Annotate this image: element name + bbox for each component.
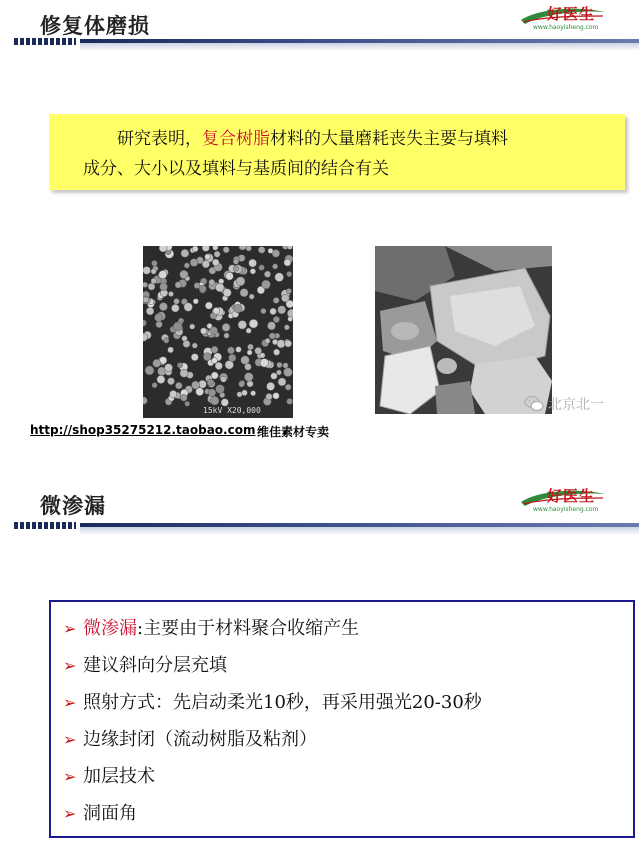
microleakage-box [49,600,635,838]
arrow-bullet-icon: ➢ [63,804,77,823]
arrow-bullet-icon: ➢ [63,693,77,712]
logo-url: www.haoyisheng.com [533,506,599,513]
callout-line2: 成分、大小以及填料与基质间的结合有关 [83,159,389,179]
arrow-bullet-icon: ➢ [63,730,77,749]
slide-title: 修复体磨损 [40,14,150,38]
list-item [63,647,482,684]
wechat-icon [524,395,544,413]
watermark-text: 北京北一 [548,397,604,413]
slide-title: 微渗漏 [40,494,106,518]
list-item [63,795,482,832]
bullet-text: :主要由于材料聚合收缩产生 [137,618,360,639]
logo-text: 好医生 [547,487,596,505]
source-note: 维佳素材专卖 [257,425,330,439]
title-rule [14,522,639,532]
brand-logo [519,2,611,32]
list-item [63,610,482,647]
sem-image-particles [375,246,552,414]
list-item [63,758,482,795]
brand-logo [519,484,611,514]
logo-url: www.haoyisheng.com [533,24,599,31]
source-link[interactable]: http://shop35275212.taobao.com [30,423,256,437]
arrow-bullet-icon: ➢ [63,619,77,638]
callout-prefix: 研究表明， [117,129,202,149]
title-rule [14,38,639,48]
research-callout [49,114,625,190]
bullet-list [63,610,482,832]
bullet-text: 建议斜向分层充填 [83,655,227,676]
callout-text [83,124,623,184]
bullet-text: 边缘封闭（流动树脂及粘剂） [83,729,317,750]
arrow-bullet-icon: ➢ [63,767,77,786]
bullet-text: 照射方式：先启动柔光10秒，再采用强光20-30秒 [83,692,482,713]
bullet-highlight: 微渗漏 [83,618,137,639]
logo-text: 好医生 [547,5,596,23]
sem-image-spheres [143,246,293,418]
list-item [63,721,482,758]
watermark [524,393,639,415]
sem-scale-label: 15kV X20,000 [203,406,261,415]
bullet-text: 加层技术 [83,766,155,787]
list-item [63,684,482,721]
callout-line1: 材料的大量磨耗丧失主要与填料 [270,129,508,149]
bullet-text: 洞面角 [83,803,137,824]
slide-microleakage [0,470,639,847]
arrow-bullet-icon: ➢ [63,656,77,675]
callout-highlight: 复合树脂 [202,129,270,149]
